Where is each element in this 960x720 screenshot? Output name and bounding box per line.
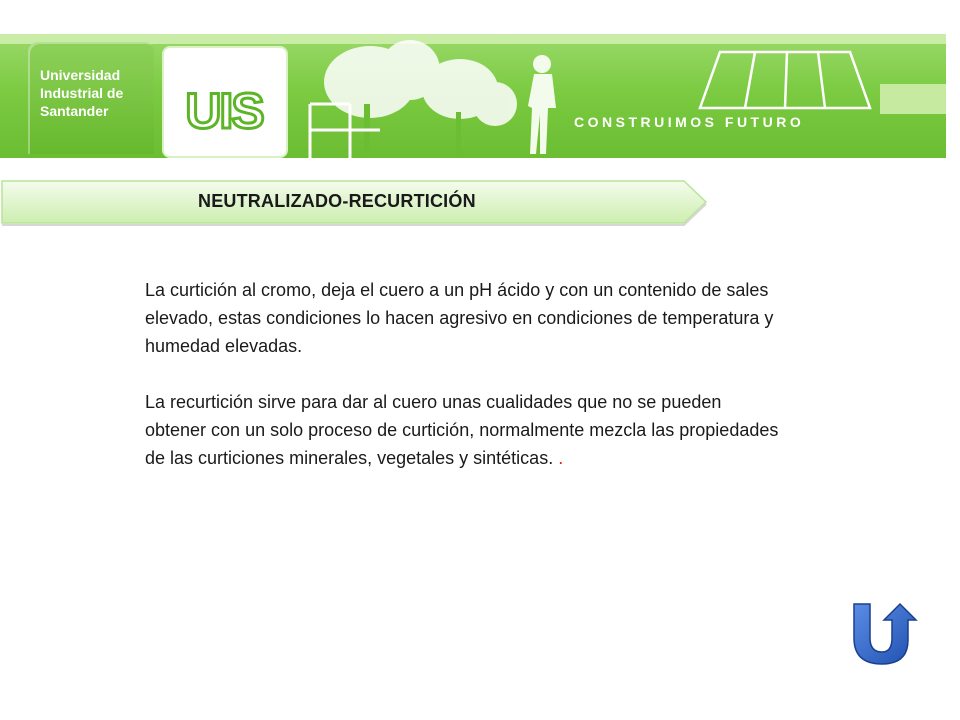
uis-logo-mark-icon (182, 56, 266, 146)
university-name: Universidad Industrial de Santander (40, 67, 124, 119)
paragraph-2-text: La recurtición sirve para dar al cuero unas cualidades que no se pueden obtener con un solo proceso de curtición, normalmente mezcla las propiedades de las curticiones minerales, vegetales y sintéticas. (145, 392, 779, 468)
trees-runner-illustration (290, 34, 890, 158)
content-body (145, 276, 785, 500)
uis-logo-text: UIS (185, 83, 263, 139)
paragraph-2 (145, 388, 785, 472)
u-turn-arrow-icon[interactable] (848, 602, 920, 666)
header-banner (0, 34, 946, 158)
paragraph-2-end: . (558, 448, 564, 468)
uis-logo (162, 46, 288, 158)
university-name-box (28, 42, 154, 154)
slogan: CONSTRUIMOS FUTURO (574, 114, 805, 130)
banner-stripe (880, 84, 946, 114)
section-title: NEUTRALIZADO-RECURTICIÓN (198, 191, 476, 211)
paragraph-1: La curtición al cromo, deja el cuero a un pH ácido y con un contenido de sales elevado, estas condiciones lo hacen agresivo en condiciones de temperatura y humedad elevadas. (145, 280, 774, 356)
